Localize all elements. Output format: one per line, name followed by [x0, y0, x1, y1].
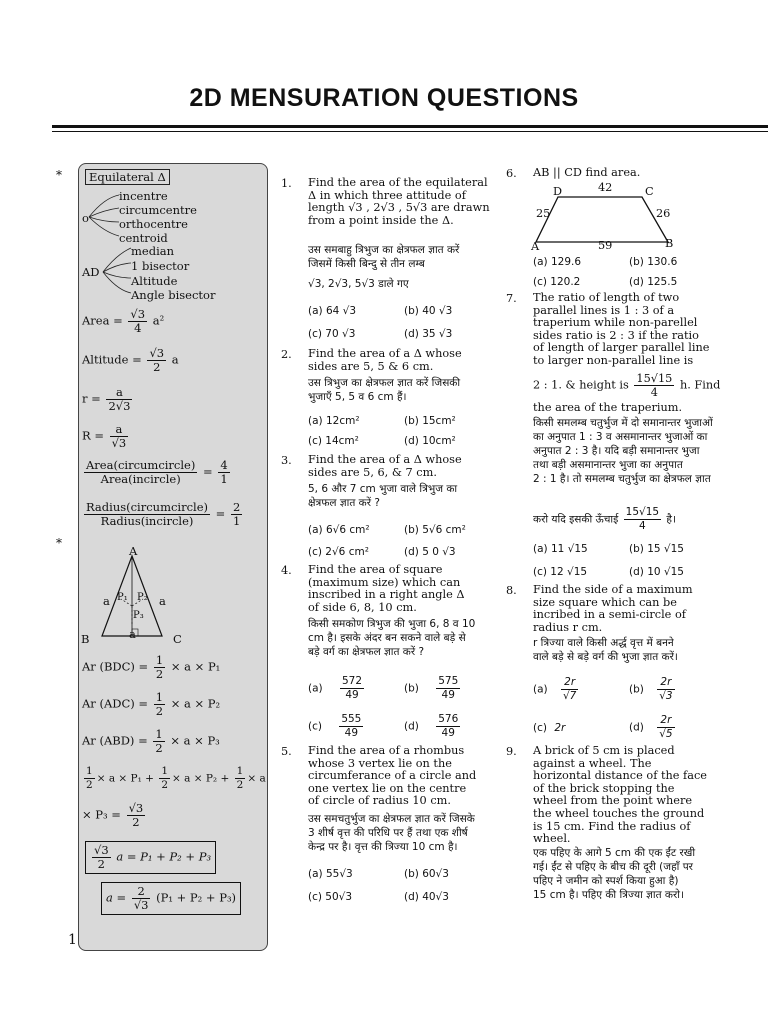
- title-rule-thick: [52, 125, 768, 128]
- q4-option-a[interactable]: (a) $\frac{572}{49}$: [308, 675, 363, 701]
- q1-number: 1.: [281, 177, 292, 190]
- boxed-result-2: a = $\frac{2}{√3}$ (P₁ + P₂ + P₃): [101, 882, 241, 915]
- branch-circumcentre: circumcentre: [119, 203, 197, 217]
- q4-hindi: किसी समकोण त्रिभुज की भुजा 6, 8 व 10 cm है। इसके अंदर बन सकने वाले बड़े से बड़े वर्ग का क्षेत्रफल ज्ञात करें ?: [308, 618, 476, 658]
- formula-panel: [78, 163, 268, 951]
- q7-option-c[interactable]: (c) 12 √15: [533, 566, 588, 578]
- bullet-star: *: [56, 536, 62, 550]
- circumradius-formula: R = $\frac{a}{√3}$: [82, 422, 127, 450]
- side-a-left-label: a: [103, 594, 110, 608]
- ad-label: AD: [82, 265, 100, 279]
- q4-option-b[interactable]: (b) $\frac{575}{49}$: [404, 675, 459, 701]
- q6-option-d[interactable]: (d) 125.5: [629, 276, 678, 288]
- branch-altitude: Altitude: [131, 274, 178, 288]
- branch-incentre: incentre: [119, 189, 168, 203]
- p2-label: P₂: [137, 592, 148, 603]
- p1-label: P₁: [117, 592, 128, 603]
- q7-number: 7.: [506, 292, 517, 305]
- trap-c-label: C: [645, 185, 654, 198]
- p3-label: P₃: [133, 610, 144, 621]
- trap-bottom-length: 59: [598, 239, 613, 252]
- trap-left-length: 25: [536, 207, 551, 220]
- side-a-right-label: a: [159, 594, 166, 608]
- trap-b-label: B: [665, 237, 674, 250]
- q2-number: 2.: [281, 348, 292, 361]
- q1-text: Find the area of the equilateral Δ in which three attitude of length √3 , 2√3 , 5√3 are drawn from a point inside the Δ.: [308, 176, 490, 227]
- q8-text: Find the side of a maximum size square which can be incribed in a semi-circle of radius r cm.: [533, 583, 693, 634]
- ar-adc-formula: Ar (ADC) = $\frac{1}{2}$ × a × P₂: [82, 690, 221, 718]
- q7-option-a[interactable]: (a) 11 √15: [533, 543, 588, 555]
- vertex-b-label: B: [81, 632, 90, 646]
- area-formula: Area = $\frac{√3}{4}$ a²: [82, 307, 165, 335]
- area-sum-formula-cont: × P₃ = $\frac{√3}{2}$: [82, 801, 144, 829]
- q2-option-c[interactable]: (c) 14cm²: [308, 435, 359, 447]
- page-title: 2D MENSURATION QUESTIONS: [189, 84, 579, 112]
- side-a-bottom-label: a: [129, 627, 136, 641]
- q8-hindi: r त्रिज्या वाले किसी अर्द्ध वृत्त में बनने वाले बड़े से बड़े वर्ग की भुजा ज्ञात करें।: [533, 637, 678, 663]
- q1-option-d[interactable]: (d) 35 √3: [404, 328, 453, 340]
- boxed-result-1: $\frac{√3}{2}$ a = P₁ + P₂ + P₃: [85, 841, 216, 874]
- q3-option-b[interactable]: (b) 5√6 cm²: [404, 524, 466, 536]
- q5-option-a[interactable]: (a) 55√3: [308, 868, 353, 880]
- q4-number: 4.: [281, 564, 292, 577]
- q1-option-b[interactable]: (b) 40 √3: [404, 305, 453, 317]
- q7-option-d[interactable]: (d) 10 √15: [629, 566, 684, 578]
- q7-hindi: किसी समलम्ब चतुर्भुज में दो समानान्तर भुजाओं का अनुपात 1 : 3 व असमानान्तर भुजाओं का अनुपात 2 : 3 है। यदि बड़ी समानान्तर भुजा तथा बड़ी असमानान्तर भुजा का अनुपात 2 : 1 है। तो समलम्ब चतुर्भुज का क्षेत्रफल ज्ञात: [533, 417, 713, 485]
- o-label: o: [82, 211, 89, 225]
- q9-text: A brick of 5 cm is placed against a wheel. The horizontal distance of the face of the brick stopping the wheel from the point where the wheel touches the ground is 15 cm. Find the radius of wheel.: [533, 744, 707, 846]
- q4-text: Find the area of square (maximum size) which can inscribed in a right angle Δ of side 6, 8, 10 cm.: [308, 563, 465, 614]
- q6-option-c[interactable]: (c) 120.2: [533, 276, 581, 288]
- q7-text-end: the area of the traperium.: [533, 401, 683, 414]
- q3-option-a[interactable]: (a) 6√6 cm²: [308, 524, 370, 536]
- q6-option-b[interactable]: (b) 130.6: [629, 256, 678, 268]
- q3-option-c[interactable]: (c) 2√6 cm²: [308, 546, 369, 558]
- inradius-formula: r = $\frac{a}{2√3}$: [82, 385, 131, 413]
- area-sum-formula: $\frac{1}{2}$ × a × P₁ + $\frac{1}{2}$ × a × P₂ + $\frac{1}{2}$ × a: [86, 765, 266, 791]
- q1-option-c[interactable]: (c) 70 √3: [308, 328, 356, 340]
- title-rule-thin: [52, 131, 768, 132]
- q9-number: 9.: [506, 745, 517, 758]
- q2-hindi: उस त्रिभुज का क्षेत्रफल ज्ञात करें जिसकी भुजाएँ 5, 5 व 6 cm हैं।: [308, 377, 461, 403]
- vertex-c-label: C: [173, 632, 182, 646]
- q6-number: 6.: [506, 167, 517, 180]
- q2-text: Find the area of a Δ whose sides are 5, 5 & 6 cm.: [308, 347, 462, 373]
- ar-abd-formula: Ar (ABD) = $\frac{1}{2}$ × a × P₃: [82, 727, 220, 755]
- q5-text: Find the area of a rhombus whose 3 vertex lie on the circumferance of a circle and one vertex lie on the centre of circle of radius 10 cm.: [308, 744, 477, 808]
- trap-right-length: 26: [656, 207, 671, 220]
- q6-option-a[interactable]: (a) 129.6: [533, 256, 582, 268]
- q8-option-c[interactable]: (c) 2r: [533, 722, 566, 734]
- branch-orthocentre: orthocentre: [119, 217, 188, 231]
- q8-number: 8.: [506, 584, 517, 597]
- q7-option-b[interactable]: (b) 15 √15: [629, 543, 684, 555]
- ar-bdc-formula: Ar (BDC) = $\frac{1}{2}$ × a × P₁: [82, 653, 221, 681]
- q3-number: 3.: [281, 454, 292, 467]
- q7-hindi-height: करो यदि इसकी ऊँचाई $\frac{15√15}{4}$ है।: [533, 506, 676, 532]
- q2-option-b[interactable]: (b) 15cm²: [404, 415, 456, 427]
- q4-option-d[interactable]: (d) $\frac{576}{49}$: [404, 713, 459, 739]
- equilateral-heading: Equilateral Δ: [85, 169, 170, 185]
- q5-option-c[interactable]: (c) 50√3: [308, 891, 353, 903]
- vertex-a-label: A: [129, 544, 138, 558]
- branch-bisector: 1 bisector: [131, 259, 190, 273]
- q4-option-c[interactable]: (c) $\frac{555}{49}$: [308, 713, 362, 739]
- q5-hindi: उस समचतुर्भुज का क्षेत्रफल ज्ञात करें जिसके 3 शीर्ष वृत्त की परिधि पर हैं तथा एक शीर्ष केन्द्र पर है। वृत्त की त्रिज्या 10 cm है।: [308, 813, 475, 853]
- q6-text: AB || CD find area.: [533, 166, 641, 179]
- trap-d-label: D: [553, 185, 563, 198]
- altitude-formula: Altitude = $\frac{√3}{2}$ a: [82, 346, 179, 374]
- bullet-star: *: [56, 168, 62, 182]
- q8-option-b[interactable]: (b) $\frac{2r}{√3}$: [629, 676, 673, 702]
- q1-option-a[interactable]: (a) 64 √3: [308, 305, 357, 317]
- q8-option-a[interactable]: (a) $\frac{2r}{√7}$: [533, 676, 577, 702]
- branch-angle-bisector: Angle bisector: [131, 288, 216, 302]
- q1-hindi: उस समबाहु त्रिभुज का क्षेत्रफल ज्ञात करें जिसमें किसी बिन्दु से तीन लम्ब √3, 2√3, 5√3 डाले गए: [308, 244, 460, 290]
- page-number: 1: [68, 932, 77, 948]
- q8-option-d[interactable]: (d) $\frac{2r}{√5}$: [629, 714, 673, 740]
- q2-option-d[interactable]: (d) 10cm²: [404, 435, 456, 447]
- q7-text: The ratio of length of two parallel lines is 1 : 3 of a traperium while non-parellel sides ratio is 2 : 3 if the ratio of length of larger parallel line to larger non-parallel line is: [533, 291, 710, 367]
- q3-option-d[interactable]: (d) 5 0 √3: [404, 546, 456, 558]
- q3-hindi: 5, 6 और 7 cm भुजा वाले त्रिभुज का क्षेत्रफल ज्ञात करें ?: [308, 483, 458, 509]
- q5-number: 5.: [281, 745, 292, 758]
- trap-top-length: 42: [598, 181, 613, 194]
- branch-centroid: centroid: [119, 231, 168, 245]
- q7-height: 2 : 1. & height is $\frac{15√15}{4}$ h. Find: [533, 372, 721, 399]
- q5-option-d[interactable]: (d) 40√3: [404, 891, 449, 903]
- radius-ratio-formula: $\frac{\text{Radius(circumcircle)}}{\text{Radius(incircle)}}$ = $\frac{2}{1}$: [86, 500, 241, 528]
- branch-median: median: [131, 244, 175, 258]
- q5-option-b[interactable]: (b) 60√3: [404, 868, 449, 880]
- area-ratio-formula: $\frac{\text{Area(circumcircle)}}{\text{Area(incircle)}}$ = $\frac{4}{1}$: [86, 458, 228, 486]
- q3-text: Find the area of a Δ whose sides are 5, 6, & 7 cm.: [308, 453, 462, 479]
- trap-a-label: A: [531, 240, 540, 253]
- q9-hindi: एक पहिए के आगे 5 cm की एक ईंट रखी गई। ईंट से पहिए के बीच की दूरी (जहाँ पर पहिए ने जमीन को स्पर्श किया हुआ है) 15 cm है। पहिए की त्रिज्या ज्ञात करो।: [533, 847, 696, 901]
- q2-option-a[interactable]: (a) 12cm²: [308, 415, 360, 427]
